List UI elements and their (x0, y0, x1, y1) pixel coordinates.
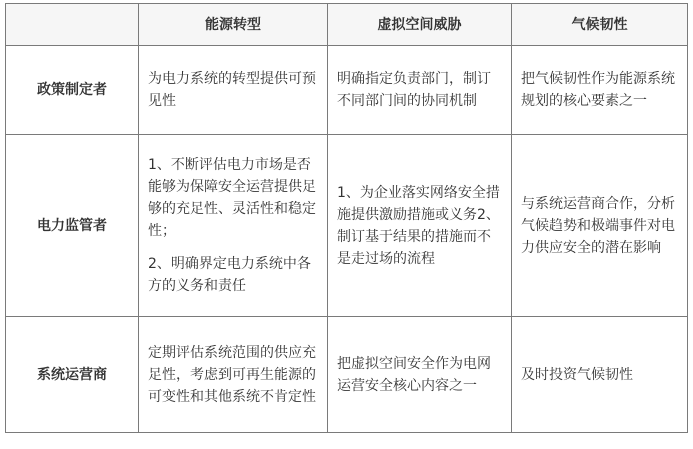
table-header-row (6, 4, 688, 46)
table-row-policy-makers (6, 46, 688, 135)
cell-policy-makers-cyber: 明确指定负责部门，制订不同部门间的协同机制 (328, 46, 512, 135)
cell-policy-makers-energy (139, 46, 328, 135)
cell-operators-energy (139, 317, 328, 433)
policy-table (5, 3, 688, 433)
cell-regulators-energy (139, 135, 328, 317)
header-corner-cell (6, 4, 139, 46)
header-energy-transition: 能源转型 (139, 4, 328, 46)
header-cyber-threat: 虚拟空间威胁 (328, 4, 512, 46)
cell-regulators-cyber: 1、为企业落实网络安全措施提供激励措施或义务2、制订基于结果的措施而不是走过场的流程 (328, 135, 512, 317)
cell-regulators-climate: 与系统运营商合作，分析气候趋势和极端事件对电力供应安全的潜在影响 (512, 135, 688, 317)
table-row-system-operators (6, 317, 688, 433)
table-row-regulators (6, 135, 688, 317)
cell-operators-climate: 及时投资气候韧性 (512, 317, 688, 433)
row-label-system-operators: 系统运营商 (6, 317, 139, 433)
header-climate-resilience: 气候韧性 (512, 4, 688, 46)
cell-text-item-2: 2、明确界定电力系统中各方的义务和责任 (148, 256, 311, 294)
cell-operators-cyber: 把虚拟空间安全作为电网运营安全核心内容之一 (328, 317, 512, 433)
row-label-policy-makers: 政策制定者 (6, 46, 139, 135)
row-label-regulators: 电力监管者 (6, 135, 139, 317)
cell-text: 定期评估系统范围的供应充足性，考虑到可再生能源的可变性和其他系统不肯定性 (148, 344, 316, 405)
cell-text: 为电力系统的转型提供可预见性 (148, 71, 316, 109)
cell-policy-makers-climate: 把气候韧性作为能源系统规划的核心要素之一 (512, 46, 688, 135)
cell-text-item-1: 1、不断评估电力市场是否能够为保障安全运营提供足够的充足性、灵活性和稳定性； (148, 157, 316, 239)
